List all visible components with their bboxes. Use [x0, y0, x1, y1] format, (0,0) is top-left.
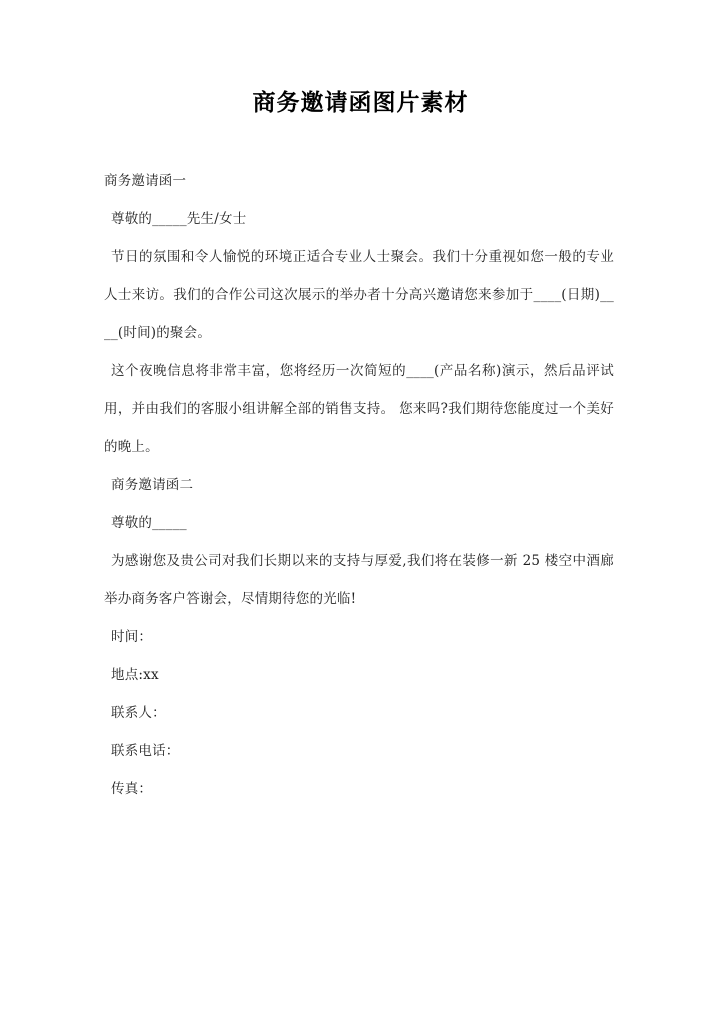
section-two-salutation: 尊敬的_____ [111, 514, 187, 531]
field-contact-phone: 联系电话： [111, 742, 180, 759]
document-body [0, 162, 721, 808]
section-two-paragraph-1: 为感谢您及贵公司对我们长期以来的支持与厚爱,我们将在装修一新 25 楼空中酒廊举办商务客户答谢会，尽情期待您的光临! [104, 552, 614, 607]
field-contact-person: 联系人： [111, 704, 166, 721]
letter-section-two [104, 466, 614, 808]
letter-section-one [104, 162, 614, 466]
page-title: 商务邀请函图片素材 [252, 89, 469, 116]
section-one-heading: 商务邀请函一 [104, 172, 187, 189]
field-time: 时间： [111, 628, 153, 645]
section-one-salutation: 尊敬的_____先生/女士 [111, 210, 247, 227]
section-one-paragraph-1: 节日的氛围和令人愉悦的环境正适合专业人士聚会。我们十分重视如您一般的专业人士来访。我们的合作公司这次展示的举办者十分高兴邀请您来参加于____(日期)____(时间)的聚会。 [104, 248, 614, 341]
section-one-paragraph-2: 这个夜晚信息将非常丰富，您将经历一次简短的____(产品名称)演示，然后品评试用，并由我们的客服小组讲解全部的销售支持。 您来吗?我们期待您能度过一个美好的晚上。 [104, 362, 614, 455]
field-location: 地点:xx [111, 666, 159, 683]
section-two-heading: 商务邀请函二 [111, 476, 194, 493]
field-fax: 传真： [111, 780, 153, 797]
